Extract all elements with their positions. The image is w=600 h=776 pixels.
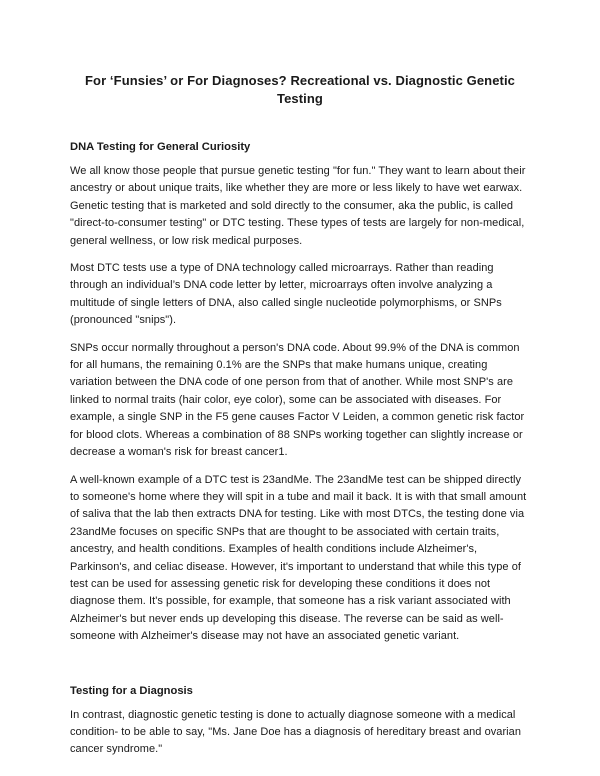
paragraph: SNPs occur normally throughout a person's DNA code. About 99.9% of the DNA is common for all humans, the remaining 0.1% are the SNPs that make humans unique, creating variation between the DNA code of one person from that of another. While most SNP's are linked to normal traits (hair color, eye color), some can be associated with diseases. For example, a single SNP in the F5 gene causes Factor V Leiden, a common genetic risk factor for blood clots. Whereas a combination of 88 SNPs working together can slightly increase or decrease a woman's risk for breast cancer1. bbox=[70, 341, 525, 459]
section-general-curiosity bbox=[70, 139, 530, 646]
paragraph: We all know those people that pursue genetic testing "for fun." They want to learn about their ancestry or about unique traits, like whether they are more or less likely to have wet earwax. Genetic testing that is marketed and sold directly to the consumer, aka the public, is called "direct-to-consumer testing" or DTC testing. These types of tests are largely for non-medical, general wellness, or low risk medical purposes. bbox=[70, 165, 526, 247]
section-heading: Testing for a Diagnosis bbox=[70, 684, 193, 697]
document-title: For ‘Funsies’ or For Diagnoses? Recreational vs. Diagnostic Genetic Testing bbox=[84, 73, 516, 106]
paragraph: A well-known example of a DTC test is 23andMe. The 23andMe test can be shipped directly to someone's home where they will spit in a tube and mail it back. It is with that small amount of saliva that the lab then extracts DNA for testing. Like with most DTCs, the testing done via 23andMe focuses on specific SNPs that are thought to be associated with certain traits, ancestry, and health conditions. Examples of health conditions include Alzheimer's, Parkinson's, and celiac disease. However, it's important to understand that while this type of test can be used for assessing genetic risk for developing these conditions it does not diagnose them. It's possible, for example, that someone has a risk variant associated with Alzheimer's but never ends up developing this disease. The reverse can be said as well- someone with Alzheimer's disease may not have an associated genetic variant. bbox=[70, 473, 527, 643]
section-testing-for-diagnosis bbox=[70, 683, 530, 759]
paragraph: In contrast, diagnostic genetic testing is done to actually diagnose someone with a medical condition- to be able to say, "Ms. Jane Doe has a diagnosis of hereditary breast and ovarian cancer syndrome." bbox=[70, 708, 522, 756]
paragraph: Most DTC tests use a type of DNA technology called microarrays. Rather than reading through an individual’s DNA code letter by letter, microarrays often involve analyzing a multitude of single letters of DNA, also called single nucleotide polymorphisms, or SNPs (pronounced "snips"). bbox=[70, 262, 502, 327]
section-heading: DNA Testing for General Curiosity bbox=[70, 141, 251, 153]
